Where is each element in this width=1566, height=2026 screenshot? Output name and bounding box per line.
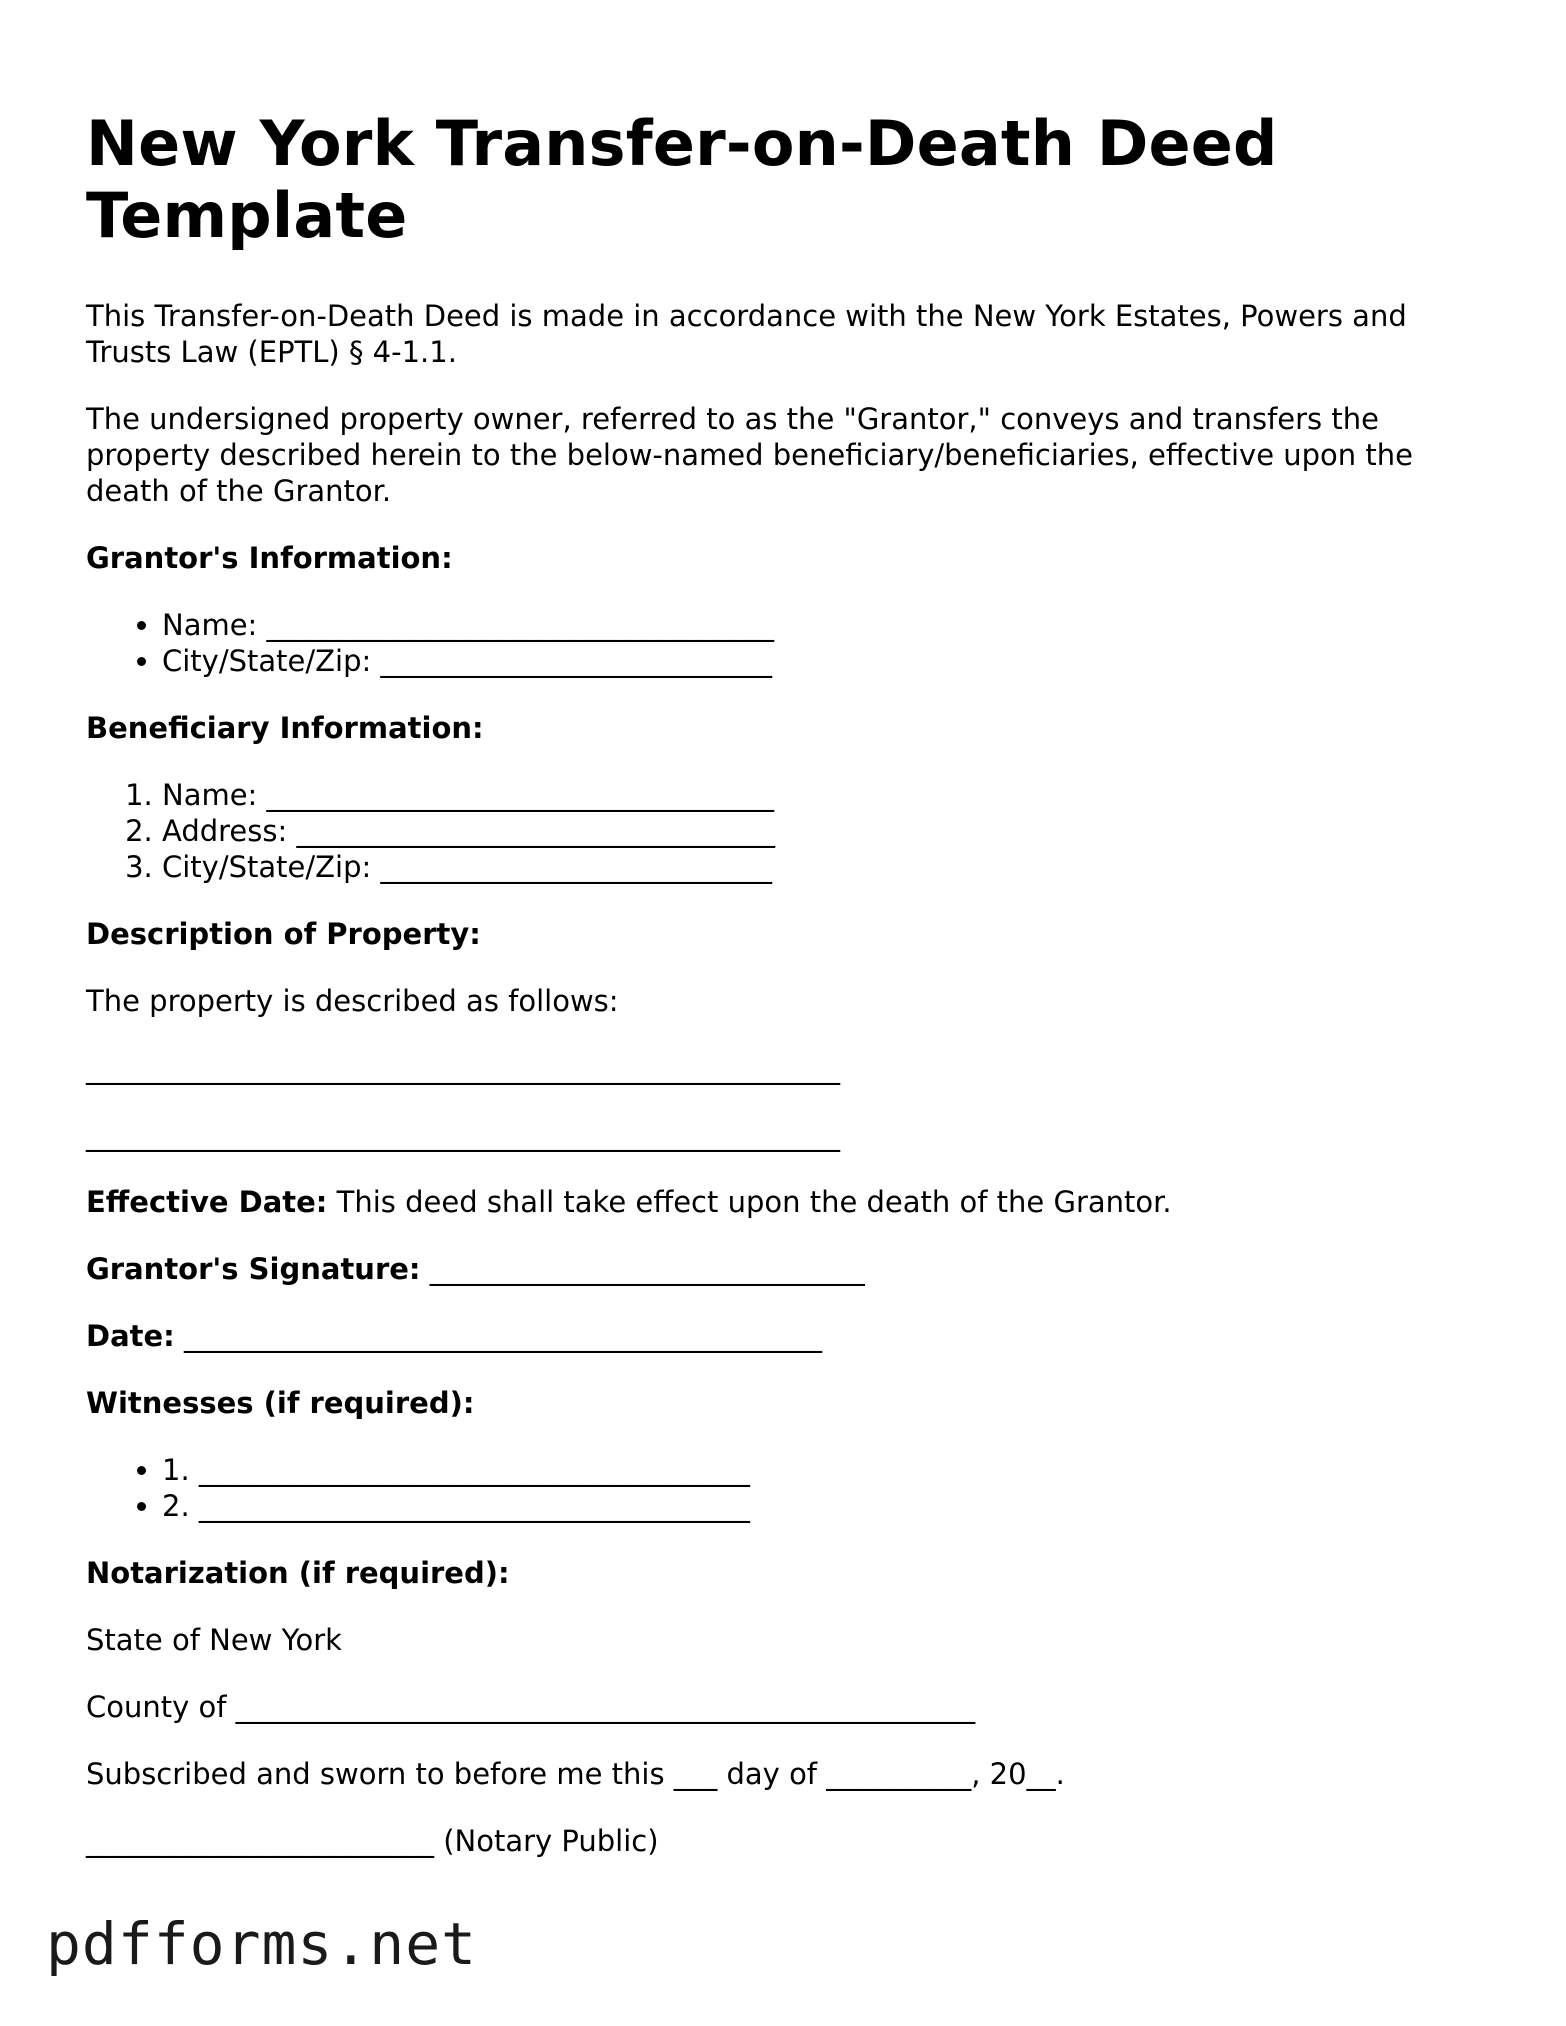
beneficiary-city-field: 3. City/State/Zip: ___________________________ [162,849,1486,885]
date-label: Date: [86,1319,175,1353]
beneficiary-list [86,777,1486,885]
property-text: The property is described as follows: [86,984,619,1018]
beneficiary-heading: Beneficiary Information: [86,711,484,745]
beneficiary-name-field: 1. Name: ___________________________________ [162,777,1486,813]
property-line-1: ____________________________________________________ [86,1051,840,1085]
effective-date-label: Effective Date: [86,1185,328,1219]
document-page [86,108,1486,1890]
intro-paragraph: This Transfer-on-Death Deed is made in accordance with the New York Estates, Powers and Trusts Law (EPTL) § 4-1.1. [86,299,1407,369]
witness-1-field: • 1. ______________________________________ [162,1452,1486,1488]
conveyance-paragraph: The undersigned property owner, referred to as the "Grantor," conveys and transfers the property described herein to the below-named beneficiary/beneficiaries, effective upon the death of the Grantor. [86,402,1413,508]
witnesses-list [86,1452,1486,1524]
signature-paragraph [86,1251,1486,1287]
signature-blank: ______________________________ [420,1252,865,1286]
document-title: New York Transfer-on-Death Deed Template [86,107,1278,252]
notary-public-line: ________________________ (Notary Public) [86,1824,659,1858]
grantor-heading: Grantor's Information: [86,541,453,575]
date-paragraph [86,1318,1486,1354]
effective-date-text: This deed shall take effect upon the death of the Grantor. [327,1185,1172,1219]
notary-state: State of New York [86,1623,342,1657]
effective-date-paragraph [86,1184,1486,1220]
notarization-heading: Notarization (if required): [86,1556,510,1590]
witness-2-field: • 2. ______________________________________ [162,1488,1486,1524]
notary-sworn: Subscribed and sworn to before me this ___ day of __________, 20__. [86,1757,1065,1791]
notary-county: County of ___________________________________________________ [86,1690,976,1724]
witnesses-heading: Witnesses (if required): [86,1386,475,1420]
pdfforms-watermark: pdfforms.net [46,1910,478,1978]
property-heading: Description of Property: [86,917,481,951]
beneficiary-address-field: 2. Address: _________________________________ [162,813,1486,849]
grantor-list [86,607,1486,679]
grantor-name-field: • Name: ___________________________________ [162,607,1486,643]
grantor-city-field: • City/State/Zip: ___________________________ [162,643,1486,679]
signature-label: Grantor's Signature: [86,1252,421,1286]
property-line-2: ____________________________________________________ [86,1118,840,1152]
date-blank: ____________________________________________ [174,1319,822,1353]
